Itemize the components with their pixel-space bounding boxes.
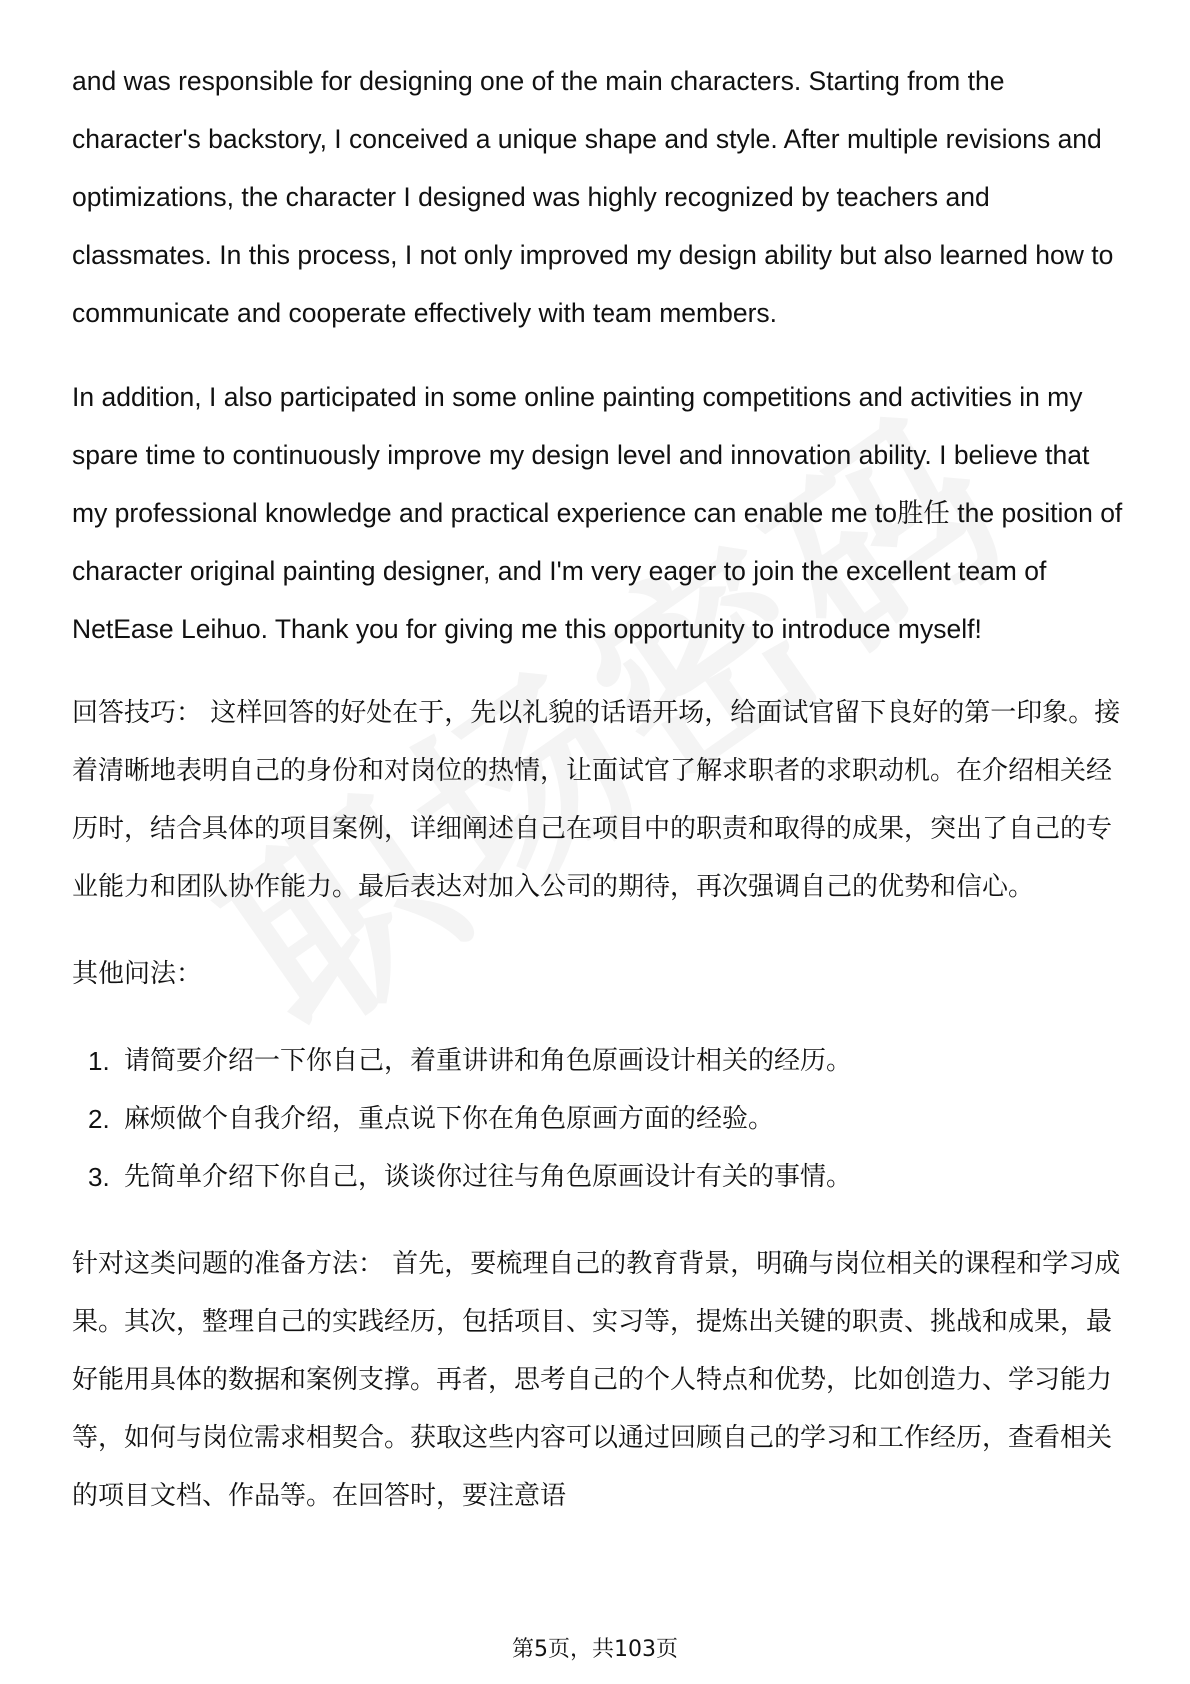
preparation-paragraph xyxy=(72,1235,1132,1525)
list-item-text: 先简单介绍下你自己，谈谈你过往与角色原画设计有关的事情。 xyxy=(124,1162,853,1192)
paragraph-intro-continued: and was responsible for designing one of the main characters. Starting from the character's backstory, I conceived a unique shape and style. After multiple revisions and optimizations, the character I designed was highly recognized by teachers and classmates. In this process, I not only improved my design ability but also learned how to communicate and cooperate effectively with team members. xyxy=(72,66,1114,328)
other-questions-label: 其他问法： xyxy=(72,959,203,989)
list-item xyxy=(88,1032,1132,1090)
answer-tips-label: 回答技巧： xyxy=(72,698,203,728)
list-item-number: 1. xyxy=(88,1046,110,1076)
page-content xyxy=(72,52,1132,1525)
list-item-number: 2. xyxy=(88,1104,110,1134)
preparation-label: 针对这类问题的准备方法： xyxy=(72,1249,385,1279)
answer-tips-paragraph xyxy=(72,684,1132,916)
page-number-footer: 第5页，共103页 xyxy=(512,1637,678,1662)
other-questions-list xyxy=(72,1032,1132,1206)
list-item-text: 请简要介绍一下你自己，着重讲讲和角色原画设计相关的经历。 xyxy=(124,1046,853,1076)
list-item-number: 3. xyxy=(88,1162,110,1192)
list-item xyxy=(88,1090,1132,1148)
paragraph-additional-experience: In addition, I also participated in some online painting competitions and activities in my spare time to continuously improve my design level and innovation ability. I believe that my professional knowledge and practical experience can enable me to胜任 the position of character original painting designer, and I'm very eager to join the excellent team of NetEase Leihuo. Thank you for giving me this opportunity to introduce myself! xyxy=(72,382,1123,644)
list-item xyxy=(88,1148,1132,1206)
answer-tips-text: 这样回答的好处在于，先以礼貌的话语开场，给面试官留下良好的第一印象。接着清晰地表明自己的身份和对岗位的热情，让面试官了解求职者的求职动机。在介绍相关经历时，结合具体的项目案例，详细阐述自己在项目中的职责和取得的成果，突出了自己的专业能力和团队协作能力。最后表达对加入公司的期待，再次强调自己的优势和信心。 xyxy=(72,698,1121,902)
preparation-text: 首先，要梳理自己的教育背景，明确与岗位相关的课程和学习成果。其次，整理自己的实践经历，包括项目、实习等，提炼出关键的职责、挑战和成果，最好能用具体的数据和案例支撑。再者，思考自己的个人特点和优势，比如创造力、学习能力等，如何与岗位需求相契合。获取这些内容可以通过回顾自己的学习和工作经历，查看相关的项目文档、作品等。在回答时，要注意语 xyxy=(72,1249,1121,1511)
list-item-text: 麻烦做个自我介绍，重点说下你在角色原画方面的经验。 xyxy=(124,1104,775,1134)
